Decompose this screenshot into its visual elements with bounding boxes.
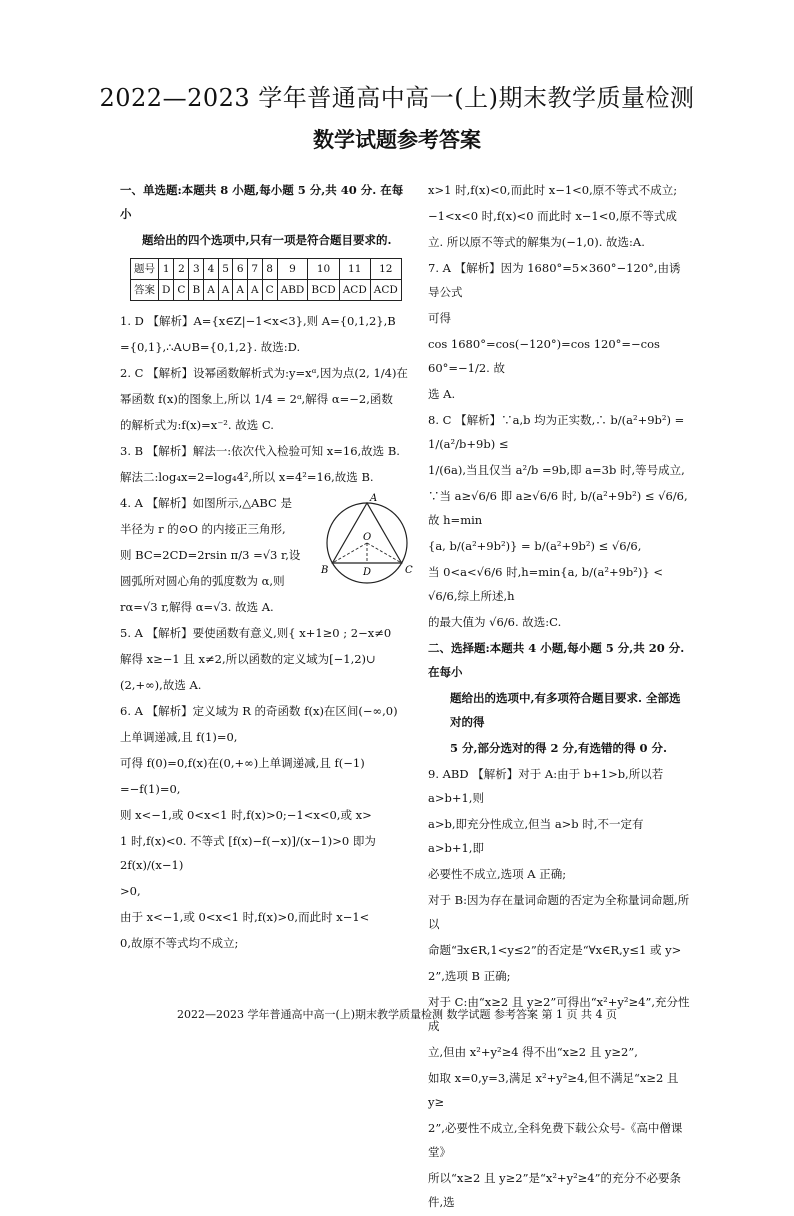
table-cell: 1 (159, 259, 174, 280)
solution-line: 所以“x≥2 且 y≥2”是“x²+y²≥4”的充分不必要条件,选 (428, 1171, 682, 1209)
solution-line: cos 1680°=cos(−120°)=cos 120°=−cos 60°=−1/2. 故 (428, 337, 660, 375)
table-cell: 3 (189, 259, 204, 280)
solution-line: 6. A 【解析】定义域为 R 的奇函数 f(x)在区间(−∞,0) (120, 704, 398, 718)
page-title: 2022—2023 学年普通高中高一(上)期末教学质量检测 (99, 84, 695, 112)
table-cell: D (159, 280, 174, 301)
table-cell: 2 (174, 259, 189, 280)
solution-line: =−f(1)=0, (120, 782, 181, 796)
table-cell: ACD (339, 280, 370, 301)
solution-line: 由于 x<−1,或 0<x<1 时,f(x)>0,而此时 x−1< (120, 910, 370, 924)
solution-line: 1/(6a),当且仅当 a²/b =9b,即 a=3b 时,等号成立, (428, 463, 685, 477)
table-cell: BCD (308, 280, 339, 301)
solution-line: 解得 x≥−1 且 x≠2,所以函数的定义域为[−1,2)∪ (120, 652, 376, 666)
solution-line: 的解析式为:f(x)=x⁻². 故选 C. (120, 418, 274, 432)
table-cell: A (233, 280, 248, 301)
solution-line: >0, (120, 884, 141, 898)
answer-table (130, 258, 402, 301)
table-cell: 答案 (131, 280, 159, 301)
solution-line: rα=√3 r,解得 α=√3. 故选 A. (120, 600, 274, 614)
solution-line: 2”,必要性不成立,全科免费下载公众号-《高中僧课堂》 (428, 1121, 683, 1159)
table-cell: C (262, 280, 277, 301)
answer-table-answer-row (131, 280, 402, 301)
solution-line: 幂函数 f(x)的图象上,所以 1/4 = 2ᵅ,解得 α=−2,函数 (120, 392, 393, 406)
table-cell: C (174, 280, 189, 301)
table-cell: 8 (262, 259, 277, 280)
table-cell: 9 (277, 259, 308, 280)
section-1-heading-cont: 题给出的四个选项中,只有一项是符合题目要求的. (142, 233, 392, 247)
solution-line: 3. B 【解析】解法一:依次代入检验可知 x=16,故选 B. (120, 444, 400, 458)
solution-line: x>1 时,f(x)<0,而此时 x−1<0,原不等式不成立; (428, 183, 678, 197)
page-footer: 2022—2023 学年普通高中高一(上)期末教学质量检测 数学试题 参考答案 第 1 页 共 4 页 (176, 1008, 618, 1021)
solution-line: 1 时,f(x)<0. 不等式 [f(x)−f(−x)]/(x−1)>0 即为 2f(x)/(x−1) (120, 834, 376, 872)
solution-line: 立. 所以原不等式的解集为(−1,0). 故选:A. (428, 235, 645, 249)
solution-line: 2”,选项 B 正确; (428, 969, 511, 983)
solution-line: 则 BC=2CD=2rsin π/3 =√3 r,设 (120, 548, 301, 562)
table-cell: 4 (204, 259, 219, 280)
solution-line: 当 0<a<√6/6 时,h=min{a, b/(a²+9b²)} < √6/6,综上所述,h (428, 565, 663, 603)
point-label-a: A (370, 493, 378, 504)
solution-line: 9. ABD 【解析】对于 A:由于 b+1>b,所以若 a>b+1,则 (428, 767, 664, 805)
table-cell: B (189, 280, 204, 301)
section-2-heading-cont: 5 分,部分选对的得 2 分,有选错的得 0 分. (450, 741, 668, 755)
table-cell: A (247, 280, 262, 301)
point-label-o: O (363, 532, 372, 543)
solution-line: 8. C 【解析】∵a,b 均为正实数,∴ b/(a²+9b²) = 1/(a²/b+9b) ≤ (428, 413, 685, 451)
inscribed-triangle-diagram (318, 491, 416, 589)
solution-line: 圆弧所对圆心角的弧度数为 α,则 (120, 574, 285, 588)
section-2-heading: 二、选择题:本题共 4 小题,每小题 5 分,共 20 分. 在每小 (428, 641, 685, 679)
solution-line: 7. A 【解析】因为 1680°=5×360°−120°,由诱导公式 (428, 261, 681, 299)
solution-line: {a, b/(a²+9b²)} = b/(a²+9b²) ≤ √6/6, (428, 539, 642, 553)
solution-line: 可得 f(0)=0,f(x)在(0,+∞)上单调递减,且 f(−1) (120, 756, 365, 770)
left-column (120, 178, 413, 957)
solution-line: ∵当 a≥√6/6 即 a≥√6/6 时, b/(a²+9b²) ≤ √6/6,故 h=min (428, 489, 688, 527)
table-cell: 11 (339, 259, 370, 280)
solution-line: 半径为 r 的⊙O 的内接正三角形, (120, 522, 286, 536)
solution-line: ={0,1},∴A∪B={0,1,2}. 故选:D. (120, 340, 301, 354)
point-label-b: B (321, 565, 329, 576)
solution-line: 选 A. (428, 387, 456, 401)
page-subtitle: 数学试题参考答案 (313, 127, 481, 152)
table-cell: 6 (233, 259, 248, 280)
solution-line: (2,+∞),故选 A. (120, 678, 202, 692)
table-cell: 7 (247, 259, 262, 280)
table-cell: 5 (218, 259, 233, 280)
solution-line: 对于 B:因为存在量词命题的否定为全称量词命题,所以 (428, 893, 690, 931)
solution-line: 可得 (428, 311, 451, 325)
section-2-heading-cont: 题给出的选项中,有多项符合题目要求. 全部选对的得 (450, 691, 681, 729)
solution-line: 如取 x=0,y=3,满足 x²+y²≥4,但不满足“x≥2 且 y≥ (428, 1071, 679, 1109)
table-cell: A (218, 280, 233, 301)
point-label-d: D (363, 567, 372, 578)
solution-line: 1. D 【解析】A={x∈Z|−1<x<3},则 A={0,1,2},B (120, 314, 396, 328)
solution-line: 必要性不成立,选项 A 正确; (428, 867, 567, 881)
right-column (428, 178, 690, 1216)
table-cell: 题号 (131, 259, 159, 280)
section-1-heading: 一、单选题:本题共 8 小题,每小题 5 分,共 40 分. 在每小 (120, 183, 404, 221)
solution-line: 0,故原不等式均不成立; (120, 936, 239, 950)
point-label-c: C (405, 565, 413, 576)
solution-line: 解法二:log₄x=2=log₄4²,所以 x=4²=16,故选 B. (120, 470, 374, 484)
solution-line: 命题“∃x∈R,1<y≤2”的否定是“∀x∈R,y≤1 或 y> (428, 943, 682, 957)
solution-line: 上单调递减,且 f(1)=0, (120, 730, 238, 744)
solution-line: 5. A 【解析】要使函数有意义,则{ x+1≥0 ; 2−x≠0 (120, 626, 392, 640)
solution-line: 则 x<−1,或 0<x<1 时,f(x)>0;−1<x<0,或 x> (120, 808, 372, 822)
solution-line: 对于 C:由“x≥2 且 y≥2”可得出“x²+y²≥4”,充分性成 (428, 995, 690, 1033)
table-cell: 12 (370, 259, 401, 280)
solution-line: 4. A 【解析】如图所示,△ABC 是 (120, 496, 293, 510)
table-cell: ABD (277, 280, 308, 301)
solution-line: 2. C 【解析】设幂函数解析式为:y=xᵅ,因为点(2, 1/4)在 (120, 366, 408, 380)
solution-line: 立,但由 x²+y²≥4 得不出“x≥2 且 y≥2”, (428, 1045, 638, 1059)
table-cell: 10 (308, 259, 339, 280)
solution-line: a>b,即充分性成立,但当 a>b 时,不一定有 a>b+1,即 (428, 817, 644, 855)
solution-line: −1<x<0 时,f(x)<0 而此时 x−1<0,原不等式成 (428, 209, 677, 223)
table-cell: A (204, 280, 219, 301)
table-cell: ACD (370, 280, 401, 301)
solution-line: 的最大值为 √6/6. 故选:C. (428, 615, 562, 629)
answer-table-header-row (131, 259, 402, 280)
